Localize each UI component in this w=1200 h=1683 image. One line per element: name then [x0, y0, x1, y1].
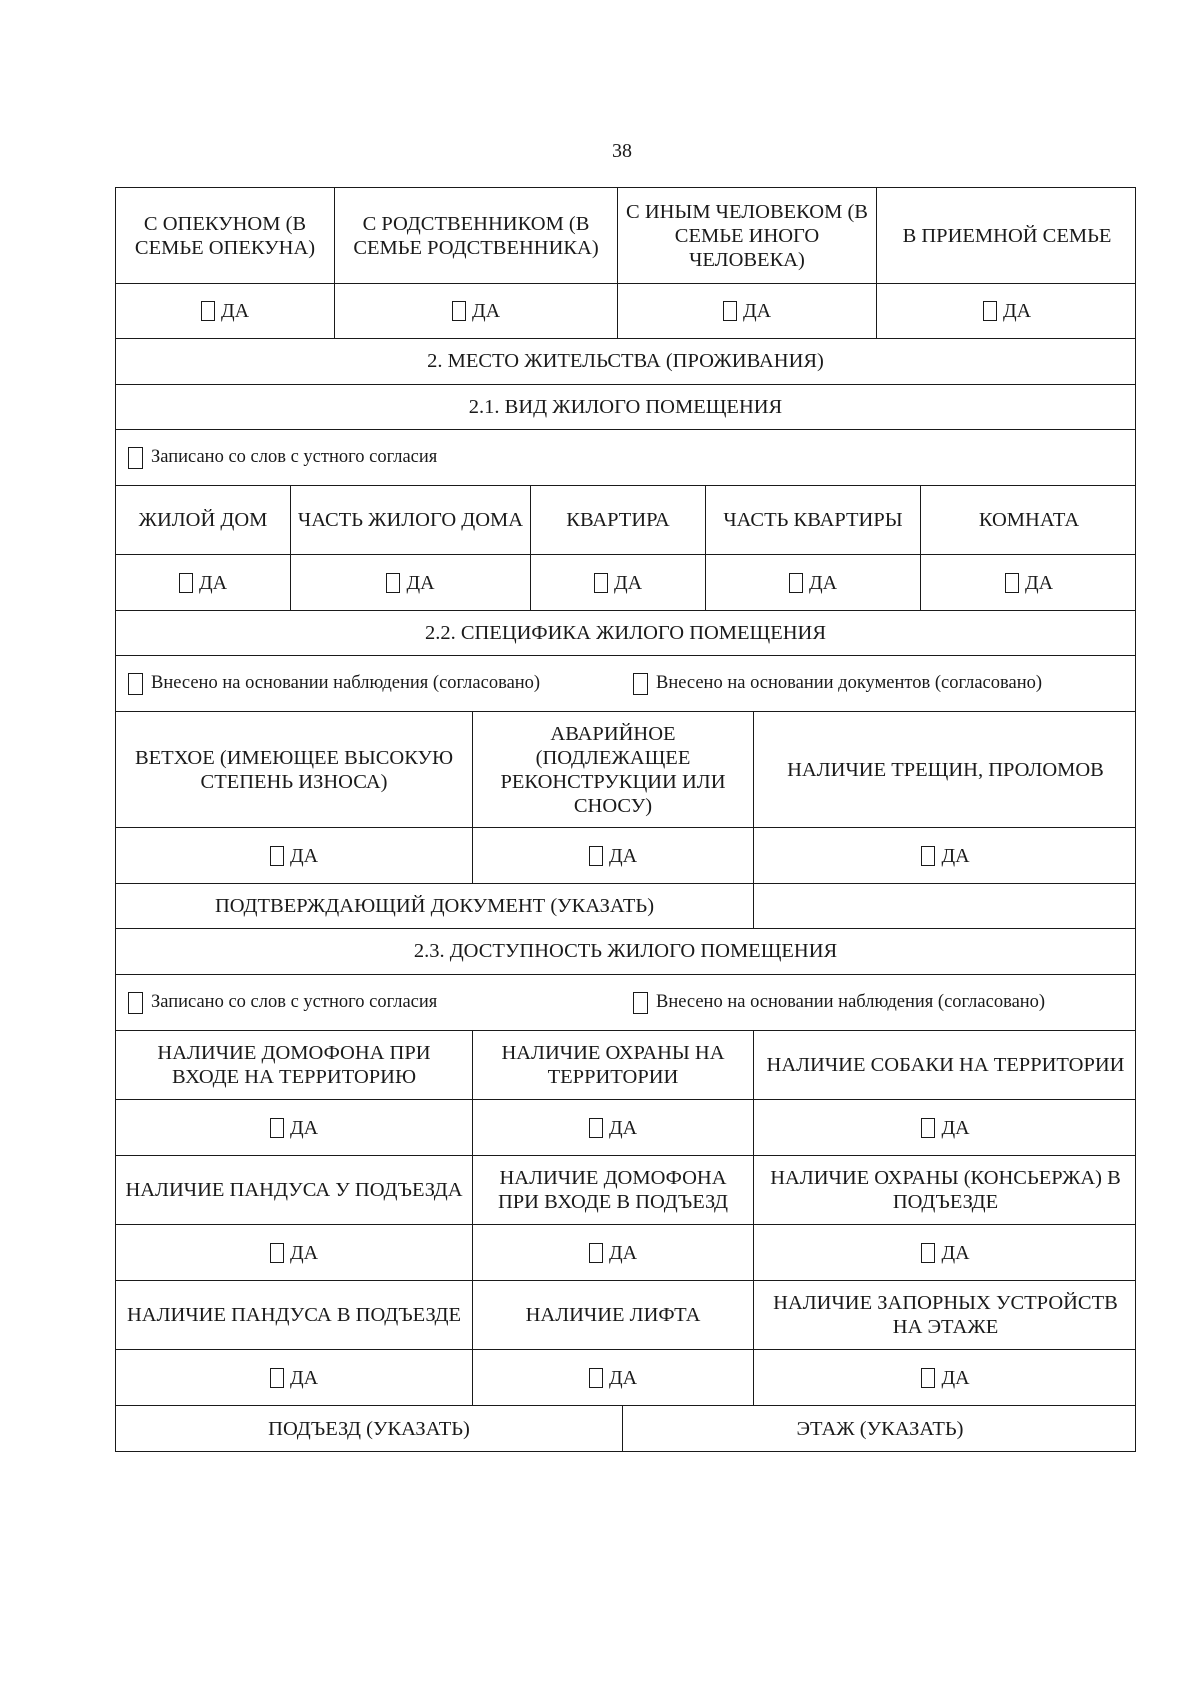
- page-number: 38: [612, 140, 632, 162]
- section-2-1-title-row: [115, 384, 1136, 430]
- verbal-consent-checkbox-2[interactable]: [128, 975, 437, 1030]
- checkbox-icon: [452, 301, 466, 321]
- checkbox-icon: [633, 992, 648, 1014]
- accessibility-header-row-2: [115, 1155, 1136, 1225]
- housing-type-header-row: [115, 485, 1136, 555]
- header-room: КОМНАТА: [978, 509, 1080, 531]
- supporting-document-row: [115, 883, 1136, 929]
- header-dog-territory: НАЛИЧИЕ СОБАКИ НА ТЕРРИТОРИИ: [766, 1054, 1125, 1076]
- header-house: ЖИЛОЙ ДОМ: [116, 486, 291, 554]
- header-intercom-territory: НАЛИЧИЕ ДОМОФОНА ПРИ ВХОДЕ НА ТЕРРИТОРИЮ: [116, 1031, 473, 1099]
- checkbox-label: ДА: [289, 1116, 319, 1139]
- observation-checkbox-2[interactable]: [633, 975, 1045, 1030]
- checkbox-icon: [589, 1118, 603, 1138]
- checkbox-label: ДА: [742, 300, 772, 322]
- checkbox-icon: [633, 673, 648, 695]
- accessibility-checkbox-row-2: [115, 1224, 1136, 1281]
- checkbox-icon: [270, 846, 284, 866]
- checkbox-icon: [789, 573, 803, 593]
- checkbox-icon: [589, 1368, 603, 1388]
- header-part-of-apartment: ЧАСТЬ КВАРТИРЫ: [706, 486, 921, 554]
- checkbox-icon: [128, 447, 143, 469]
- housing-form-table: [115, 187, 1136, 1468]
- checkbox-icon: [983, 301, 997, 321]
- header-apartment: КВАРТИРА: [531, 486, 706, 554]
- header-security-territory: НАЛИЧИЕ ОХРАНЫ НА ТЕРРИТОРИИ: [473, 1031, 754, 1099]
- checkbox-icon: [921, 1368, 935, 1388]
- observation-label-2: Внесено на основании наблюдения (согласовано): [656, 992, 1046, 1012]
- checkbox-label: ДА: [471, 300, 501, 322]
- entrance-label: ПОДЪЕЗД (УКАЗАТЬ): [116, 1406, 623, 1451]
- checkbox-label: ДА: [289, 844, 319, 867]
- checkbox-cracks[interactable]: [921, 844, 969, 868]
- header-locking-devices: НАЛИЧИЕ ЗАПОРНЫХ УСТРОЙСТВ НА ЭТАЖЕ: [773, 1292, 1118, 1338]
- checkbox-label: ДА: [941, 844, 970, 867]
- verbal-consent-label-2: Записано со слов с устного согласия: [151, 992, 438, 1012]
- checkbox-ramp-at-entrance[interactable]: [270, 1241, 318, 1265]
- section-2-1-note-row: [115, 429, 1136, 486]
- housing-condition-header-row: [115, 711, 1136, 828]
- checkbox-label: ДА: [608, 844, 638, 867]
- accessibility-header-row-1: [115, 1030, 1136, 1100]
- section-2-title: 2. МЕСТО ЖИТЕЛЬСТВА (ПРОЖИВАНИЯ): [427, 350, 824, 372]
- checkbox-apartment[interactable]: [594, 571, 642, 595]
- header-ramp-in-entrance: НАЛИЧИЕ ПАНДУСА В ПОДЪЕЗДЕ: [116, 1281, 473, 1349]
- checkbox-ramp-in-entrance[interactable]: [270, 1366, 318, 1390]
- checkbox-icon: [201, 301, 215, 321]
- floor-label: ЭТАЖ (УКАЗАТЬ): [796, 1417, 964, 1440]
- checkbox-intercom-entrance[interactable]: [589, 1241, 637, 1265]
- supporting-document-field[interactable]: [754, 884, 1137, 928]
- accessibility-checkbox-row-1: [115, 1099, 1136, 1156]
- header-elevator: НАЛИЧИЕ ЛИФТА: [473, 1281, 754, 1349]
- documents-label: Внесено на основании документов (согласовано): [656, 673, 1043, 693]
- checkbox-label: ДА: [941, 1116, 970, 1139]
- observation-label: Внесено на основании наблюдения (согласовано): [151, 673, 541, 693]
- section-2-3-title-row: [115, 928, 1136, 975]
- checkbox-icon: [128, 992, 143, 1014]
- checkbox-label: ДА: [941, 1366, 970, 1389]
- checkbox-label: ДА: [1002, 300, 1032, 322]
- header-intercom-entrance: НАЛИЧИЕ ДОМОФОНА ПРИ ВХОДЕ В ПОДЪЕЗД: [473, 1156, 754, 1224]
- checkbox-icon: [589, 1243, 603, 1263]
- section-2-2-title: 2.2. СПЕЦИФИКА ЖИЛОГО ПОМЕЩЕНИЯ: [424, 621, 827, 644]
- checkbox-room[interactable]: [1005, 571, 1053, 595]
- header-part-of-house: ЧАСТЬ ЖИЛОГО ДОМА: [291, 486, 531, 554]
- checkbox-icon: [270, 1368, 284, 1388]
- section-2-2-note-row: [115, 655, 1136, 712]
- documents-checkbox[interactable]: [633, 656, 1042, 711]
- checkbox-icon: [594, 573, 608, 593]
- header-with-relative: С РОДСТВЕННИКОМ (В СЕМЬЕ РОДСТВЕННИКА): [335, 188, 618, 283]
- accessibility-header-row-3: [115, 1280, 1136, 1350]
- header-emergency: АВАРИЙНОЕ (ПОДЛЕЖАЩЕЕ РЕКОНСТРУКЦИИ ИЛИ СНОСУ): [473, 712, 754, 827]
- verbal-consent-checkbox[interactable]: [128, 430, 437, 485]
- checkbox-icon: [589, 846, 603, 866]
- section-2-3-note-row: [115, 974, 1136, 1031]
- housing-type-checkbox-row: [115, 554, 1136, 611]
- checkbox-icon: [921, 1243, 935, 1263]
- checkbox-icon: [921, 846, 935, 866]
- checkbox-icon: [386, 573, 400, 593]
- housing-condition-checkbox-row: [115, 827, 1136, 884]
- checkbox-label: ДА: [941, 1241, 970, 1264]
- checkbox-label: ДА: [198, 571, 228, 594]
- verbal-consent-label: Записано со слов с устного согласия: [151, 447, 438, 467]
- checkbox-label: ДА: [289, 1241, 319, 1264]
- checkbox-icon: [270, 1243, 284, 1263]
- checkbox-label: ДА: [608, 1366, 638, 1389]
- checkbox-label: ДА: [1024, 571, 1054, 594]
- checkbox-foster-family[interactable]: [983, 299, 1031, 323]
- checkbox-label: ДА: [613, 571, 643, 594]
- checkbox-icon: [1005, 573, 1019, 593]
- observation-checkbox[interactable]: [128, 656, 540, 711]
- section-2-2-title-row: [115, 610, 1136, 656]
- checkbox-dilapidated[interactable]: [270, 844, 318, 868]
- guardian-checkbox-row: [115, 283, 1136, 339]
- checkbox-intercom-territory[interactable]: [270, 1116, 318, 1140]
- checkbox-house[interactable]: [179, 571, 227, 595]
- checkbox-locking-devices[interactable]: [921, 1366, 969, 1390]
- checkbox-icon: [921, 1118, 935, 1138]
- checkbox-dog-territory[interactable]: [921, 1116, 969, 1140]
- guardian-header-row: [115, 187, 1136, 284]
- section-2-1-title: 2.1. ВИД ЖИЛОГО ПОМЕЩЕНИЯ: [468, 395, 783, 418]
- checkbox-concierge[interactable]: [921, 1241, 969, 1265]
- checkbox-label: ДА: [608, 1241, 638, 1264]
- section-2-3-title: 2.3. ДОСТУПНОСТЬ ЖИЛОГО ПОМЕЩЕНИЯ: [413, 940, 838, 962]
- checkbox-with-guardian[interactable]: [201, 299, 249, 323]
- checkbox-icon: [128, 673, 143, 695]
- checkbox-part-of-house[interactable]: [386, 571, 434, 595]
- checkbox-icon: [179, 573, 193, 593]
- checkbox-label: ДА: [808, 571, 838, 594]
- checkbox-label: ДА: [220, 300, 250, 322]
- checkbox-icon: [270, 1118, 284, 1138]
- accessibility-checkbox-row-3: [115, 1349, 1136, 1406]
- checkbox-with-relative[interactable]: [452, 299, 500, 323]
- header-with-guardian: С ОПЕКУНОМ (В СЕМЬЕ ОПЕКУНА): [116, 188, 335, 283]
- checkbox-with-other-person[interactable]: [723, 299, 771, 323]
- checkbox-elevator[interactable]: [589, 1366, 637, 1390]
- checkbox-emergency[interactable]: [589, 844, 637, 868]
- header-dilapidated: ВЕТХОЕ (ИМЕЮЩЕЕ ВЫСОКУЮ СТЕПЕНЬ ИЗНОСА): [116, 712, 473, 827]
- checkbox-label: ДА: [608, 1116, 638, 1139]
- checkbox-label: ДА: [289, 1366, 319, 1389]
- checkbox-icon: [723, 301, 737, 321]
- header-concierge: НАЛИЧИЕ ОХРАНЫ (КОНСЬЕРЖА) В ПОДЪЕЗДЕ: [770, 1167, 1121, 1213]
- header-with-other-person: С ИНЫМ ЧЕЛОВЕКОМ (В СЕМЬЕ ИНОГО ЧЕЛОВЕКА): [618, 188, 877, 283]
- header-ramp-at-entrance: НАЛИЧИЕ ПАНДУСА У ПОДЪЕЗДА: [116, 1156, 473, 1224]
- checkbox-security-territory[interactable]: [589, 1116, 637, 1140]
- header-cracks: НАЛИЧИЕ ТРЕЩИН, ПРОЛОМОВ: [787, 758, 1104, 781]
- section-2-title-row: [115, 338, 1136, 385]
- entrance-floor-row: [115, 1405, 1136, 1452]
- checkbox-label: ДА: [406, 571, 435, 594]
- checkbox-part-of-apartment[interactable]: [789, 571, 837, 595]
- header-foster-family: В ПРИЕМНОЙ СЕМЬЕ: [902, 224, 1112, 247]
- supporting-document-label: ПОДТВЕРЖДАЮЩИЙ ДОКУМЕНТ (УКАЗАТЬ): [116, 884, 754, 928]
